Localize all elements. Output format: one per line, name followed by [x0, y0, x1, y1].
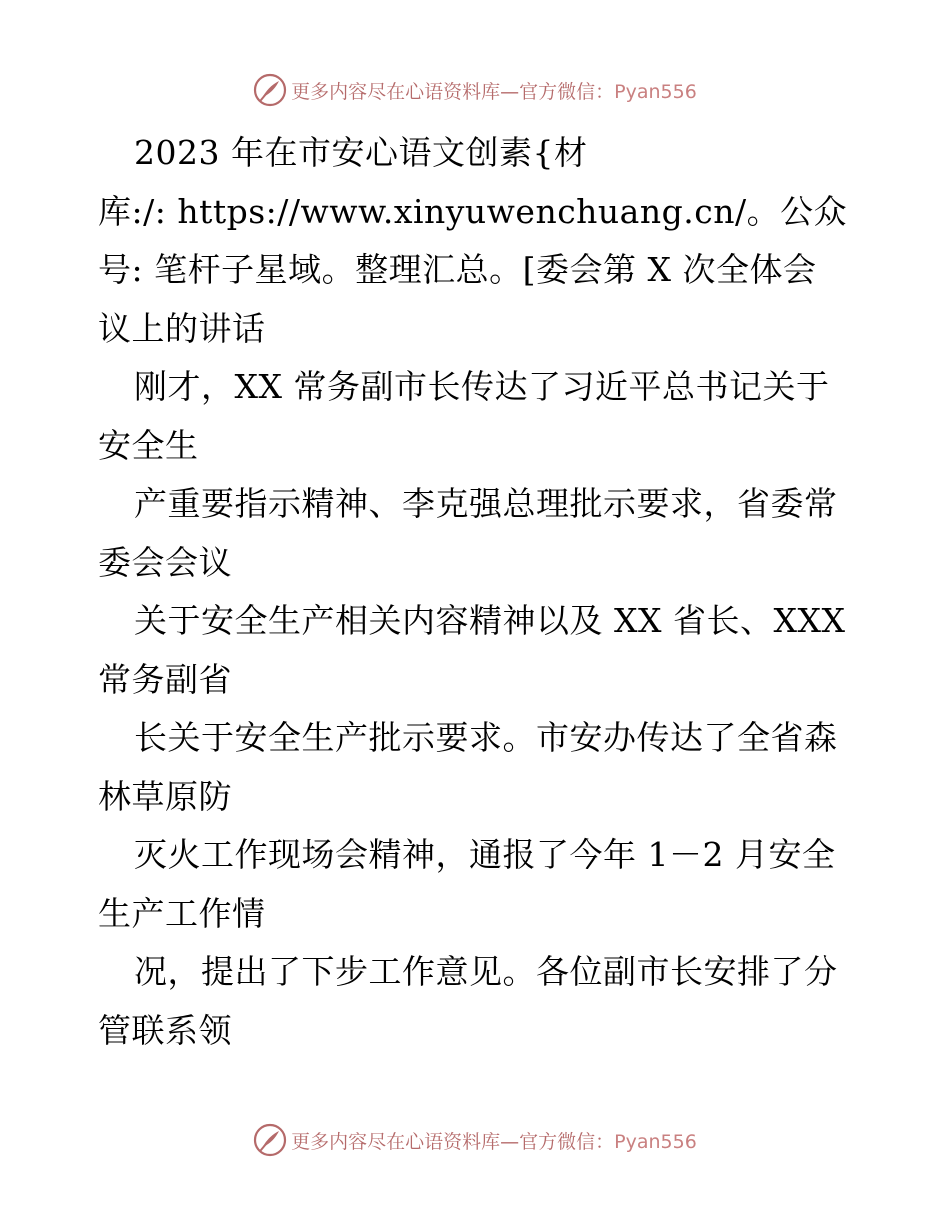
- wechat-handle: Pyan556: [614, 80, 697, 103]
- text-line: 刚才，XX 常务副市长传达了习近平总书记关于: [134, 367, 830, 406]
- header-watermark-banner: [0, 70, 950, 110]
- text-line: 林草原防: [98, 776, 232, 816]
- text-line: 安全生: [98, 425, 199, 465]
- text-line: 长关于安全生产批示要求。市安办传达了全省森: [134, 718, 838, 757]
- watermark-text: 更多内容尽在心语资料库—官方微信：Pyan556: [291, 80, 697, 103]
- text-line: 生产工作情: [98, 893, 266, 933]
- feather-pen-logo-icon: [253, 1123, 287, 1157]
- text-line: 2023 年在市安心语文创素{材: [134, 133, 588, 172]
- wechat-handle: Pyan556: [614, 1130, 697, 1153]
- text-line: 常务副省: [98, 659, 232, 699]
- text-line: 号: 笔杆子星域。整理汇总。[委会第 X 次全体会: [98, 250, 817, 289]
- text-line: 委会会议: [98, 542, 232, 582]
- document-body: [98, 124, 858, 1060]
- text-line: 管联系领: [98, 1010, 232, 1050]
- text-line: 议上的讲话: [98, 308, 266, 348]
- watermark-text: 更多内容尽在心语资料库—官方微信：Pyan556: [291, 1130, 697, 1153]
- footer-watermark-banner: [0, 1120, 950, 1160]
- text-line: 况，提出了下步工作意见。各位副市长安排了分: [134, 952, 838, 991]
- feather-pen-logo-icon: [253, 73, 287, 107]
- text-line: 产重要指示精神、李克强总理批示要求，省委常: [134, 484, 838, 523]
- text-line: 库:/: https://www.xinyuwenchuang.cn/。公众: [98, 191, 848, 231]
- text-line: 灭火工作现场会精神，通报了今年 1－2 月安全: [134, 835, 836, 874]
- text-line: 关于安全生产相关内容精神以及 XX 省长、XXX: [134, 601, 846, 640]
